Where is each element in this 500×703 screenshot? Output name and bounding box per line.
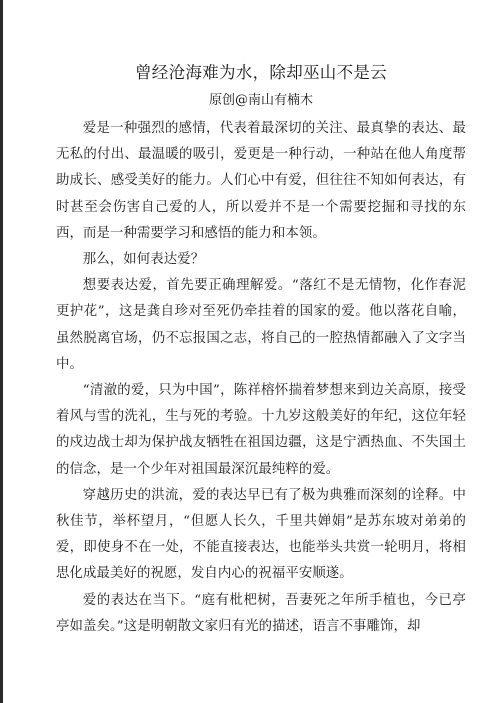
paragraph-5: 穿越历史的洪流，爱的表达早已有了极为典雅而深刻的诠释。中秋佳节，举杯望月，“但愿人长久，千里共婵娟”是苏东坡对弟弟的爱，即使身不在一处，不能直接表达，也能举头共赏一轮明月，将相思化成最美好的祝愿，发自内心的祝福平安顺遂。 <box>56 487 466 582</box>
article-author: 原创@南山有楠木 <box>208 93 313 108</box>
paragraph-1: 爱是一种强烈的感情，代表着最深切的关注、最真挚的表达、最无私的付出、最温暖的吸引，爱更是一种行动，一种站在他人角度帮助成长、感受美好的能力。人们心中有爱，但往往不知如何表达，有时甚至会伤害自己爱的人，所以爱并不是一个需要挖掘和寻找的东西，而是一种需要学习和感悟的能力和本领。 <box>56 121 466 241</box>
paragraph-6: 爱的表达在当下。“庭有枇杷树，吾妻死之年所手植也，今已亭亭如盖矣。”这是明朝散文家归有光的描述，语言不事雕饰，却 <box>56 592 466 634</box>
page-edge <box>0 0 3 703</box>
article-title: 曾经沧海难为水，除却巫山不是云 <box>135 63 387 82</box>
paragraph-3: 想要表达爱，首先要正确理解爱。“落红不是无情物，化作春泥更护花”，这是龚自珍对至死仍牵挂着的国家的爱。他以落花自喻，虽然脱离官场，仍不忘报国之志，将自己的一腔热情都融入了文字当中。 <box>56 278 466 372</box>
paragraph-2: 那么，如何表达爱？ <box>82 252 205 268</box>
paragraph-4: “清澈的爱，只为中国”，陈祥榕怀揣着梦想来到边关高原，接受着风与雪的洗礼，生与死的考验。十九岁这般美好的年纪，这位年轻的戍边战士却为保护战友牺牲在祖国边疆，这是宁洒热血、不失国土的信念，是一个少年对祖国最深沉最纯粹的爱。 <box>56 383 466 477</box>
